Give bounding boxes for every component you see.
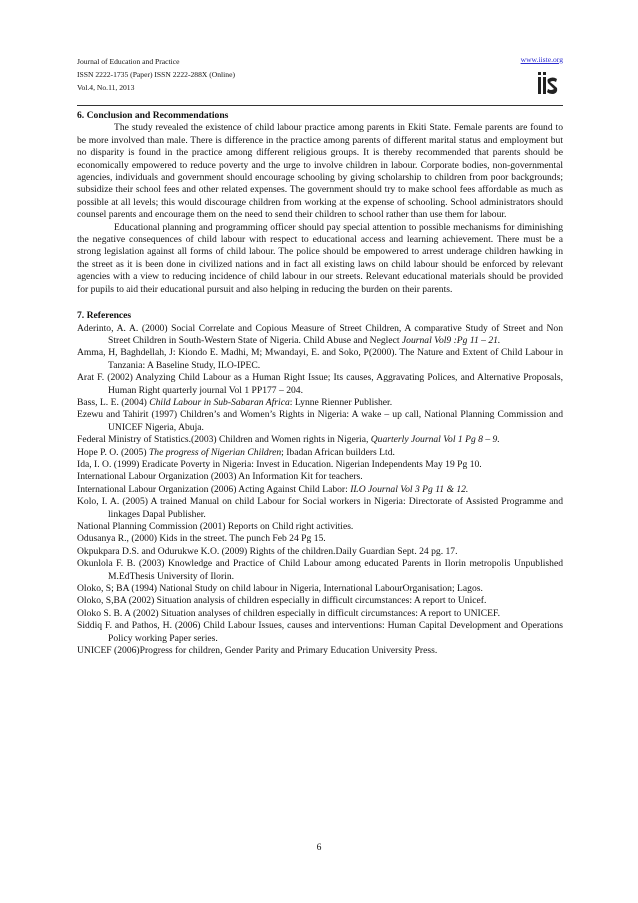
reference-item [77,496,563,521]
journal-name: Journal of Education and Practice [77,57,180,66]
reference-item [77,595,563,607]
reference-item [77,484,563,496]
reference-text: Bass, L. E. (2004) [77,396,150,408]
reference-tail: : Lynne Rienner Publisher. [289,396,393,408]
reference-tail: ; Ibadan African builders Ltd. [281,446,395,458]
iiste-logo-icon [537,70,559,96]
reference-item [77,620,563,645]
reference-text: Aderinto, A. A. (2000) Social Correlate and Copious Measure of Street Children, A comparative Study of Street and Non Street Children in South-Western State of Nigeria. Child Abuse and Neglect [77,322,563,346]
reference-item [77,347,563,372]
reference-item [77,546,563,558]
reference-text: International Labour Organization (2003) An Information Kit for teachers. [77,471,363,483]
reference-item [77,397,563,409]
reference-item [77,608,563,620]
reference-item [77,645,563,657]
reference-text: Odusanya R., (2000) Kids in the street. The punch Feb 24 Pg 15. [77,533,326,545]
reference-item [77,323,563,348]
journal-issn: ISSN 2222-1735 (Paper) ISSN 2222-288X (Online) [77,70,235,79]
reference-item [77,533,563,545]
conclusion-heading: 6. Conclusion and Recommendations [77,110,229,121]
reference-text: Okunlola F. B. (2003) Knowledge and Practice of Child Labour among educated Parents in Ilorin metropolis Unpublished M.EdThesis University of Ilorin. [77,558,563,582]
reference-item [77,447,563,459]
page-number: 6 [316,842,322,853]
reference-item [77,372,563,397]
reference-item [77,409,563,434]
page-header [77,55,563,107]
reference-text: UNICEF (2006)Progress for children, Gender Parity and Primary Education University Press. [77,645,438,657]
reference-text: Siddiq F. and Pathos, H. (2006) Child Labour Issues, causes and interventions: Human Capital Development and Operations Policy working Paper series. [77,620,563,644]
reference-text: Oloko, S,BA (2002) Situation analysis of children especially in difficult circumstances: A report to Unicef. [77,595,487,607]
conclusion-paragraph-1: The study revealed the existence of child labour practice among parents in Ekiti State. Female parents are found to be more involved than male. There is difference in the practice among parents of different marital status and employment but no disparity is found in the practice among different religious groups. It is thereby recommended that parents should be economically empowered to reduce poverty and the urge to involve children in labour. Corporate bodies, non-governmental agencies, individuals and government should encourage schooling by giving scholarship to children from poor backgrounds; subsidize their school fees and other related expenses. The government should try to make school fees affordable as much as possible at all levels; this would discourage children from working at the expense of schooling. School administrators should counsel parents and encourage them on the need to send their children to school rather than use them for labour. [77,122,563,221]
main-content [77,108,563,657]
reference-italic: The progress of Nigerian Children [148,446,282,458]
reference-text: Arat F. (2002) Analyzing Child Labour as a Human Right Issue; Its causes, Aggravating Polices, and Alternative Proposals, Human Right quarterly journal Vol 1 PP177 – 204. [77,372,563,396]
reference-list [77,323,563,658]
reference-text: Amma, H, Baghdellah, J: Kiondo E. Madhi, M; Mwandayi, E. and Soko, P(2000). The Nature and Extent of Child Labour in Tanzania: A Baseline Study, ILO-IPEC. [77,347,563,371]
reference-text: Federal Ministry of Statistics.(2003) Children and Women rights in Nigeria, [77,434,371,446]
reference-text: Ezewu and Tahirit (1997) Children’s and Women’s Rights in Nigeria: A wake – up call, National Planning Commission and UNICEF Nigeria, Abuja. [77,409,563,433]
journal-url-link[interactable]: www.iiste.org [520,55,563,64]
reference-item [77,434,563,446]
reference-text: International Labour Organization (2006) Acting Against Child Labor: [77,483,351,495]
references-heading: 7. References [77,310,132,322]
reference-italic: ILO Journal Vol 3 Pg 11 & 12. [350,483,469,495]
reference-text: Oloko S. B. A (2002) Situation analyses of children especially in difficult circumstances: A report to UNICEF. [77,607,500,619]
conclusion-paragraph-2: Educational planning and programming officer should pay special attention to possible mechanisms for diminishing the negative consequences of child labour with respect to educational access and learning achievement. There must be a strong legislation against all forms of child labour. The police should be empowered to arrest underage children hawking in the street as it is been done in civilized nations and in fact all existing laws on child labour should be enforced by relevant agencies with a view to reducing incidence of child labour in our streets. Relevant educational materials should be provided for pupils to aid their educational pursuit and also helping in reducing the burden on their parents. [77,221,563,295]
journal-volume: Vol.4, No.11, 2013 [77,83,135,92]
header-rule [77,105,563,106]
reference-italic: Quarterly Journal Vol 1 Pg 8 – 9. [370,434,500,446]
reference-item [77,459,563,471]
reference-text: Kolo, I. A. (2005) A trained Manual on child Labour for Social workers in Nigeria: Directorate of Assisted Programme and linkages Dapal Publisher. [77,496,563,520]
reference-text: Hope P. O. (2005) [77,446,149,458]
reference-italic: Journal Vol9 :Pg 11 – 21. [401,334,501,346]
reference-italic: Child Labour in Sub-Sabaran Africa [149,396,290,408]
reference-text: Okpukpara D.S. and Odurukwe K.O. (2009) Rights of the children.Daily Guardian Sept. 24 pg. 17. [77,545,458,557]
reference-text: Ida, I. O. (1999) Eradicate Poverty in Nigeria: Invest in Education. Nigerian Independents May 19 Pg 10. [77,458,482,470]
reference-item [77,521,563,533]
reference-item [77,583,563,595]
reference-text: National Planning Commission (2001) Reports on Child right activities. [77,521,354,532]
reference-item [77,558,563,583]
reference-item [77,471,563,483]
reference-text: Oloko, S; BA (1994) National Study on child labour in Nigeria, International LabourOrganisation; Lagos. [77,583,483,595]
